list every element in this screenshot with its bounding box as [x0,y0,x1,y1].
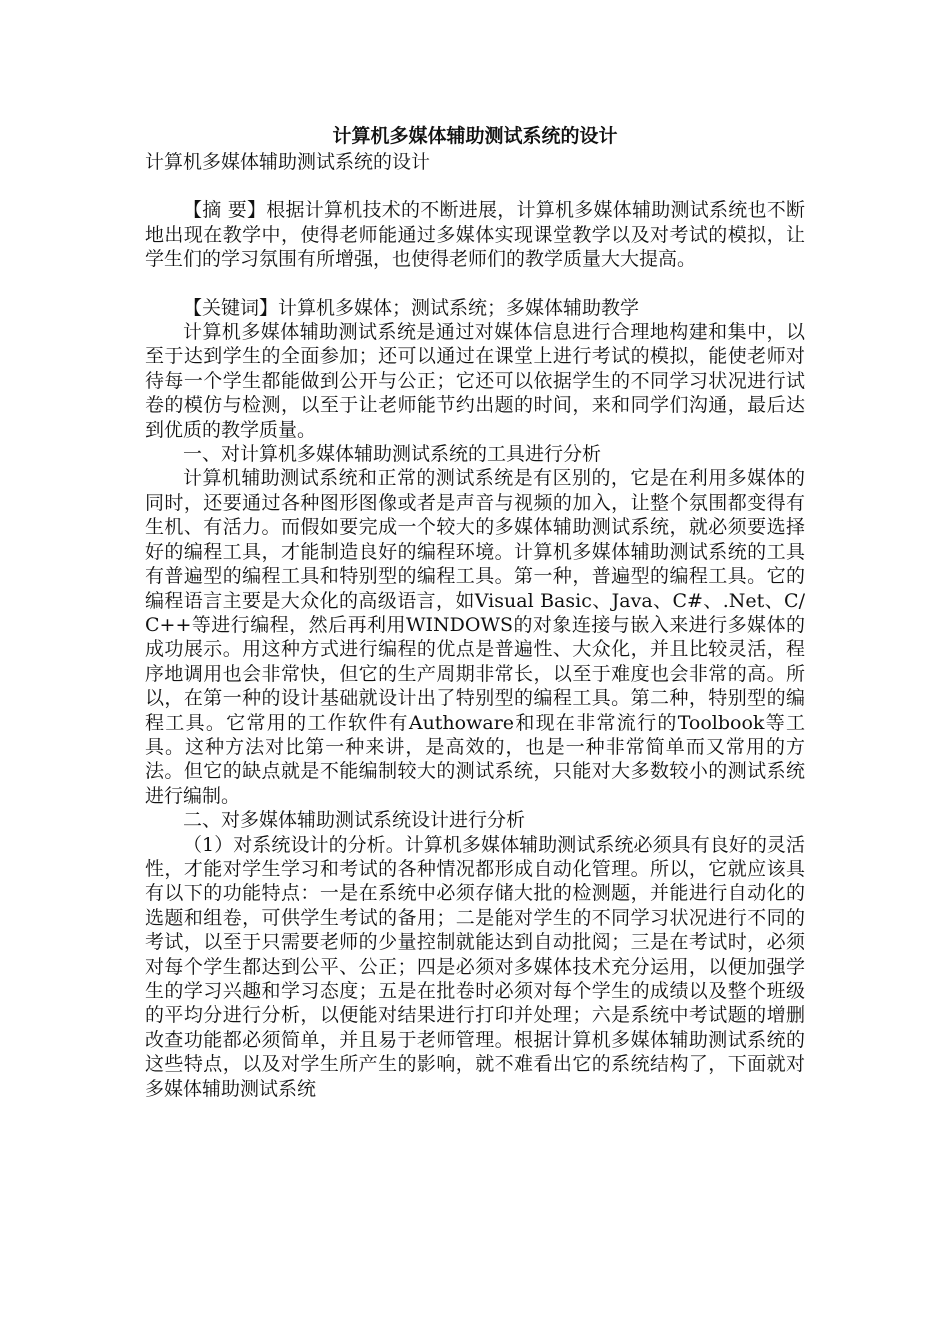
abstract-paragraph: 【摘 要】根据计算机技术的不断进展，计算机多媒体辅助测试系统也不断地出现在教学中，使得老师能通过多媒体实现课堂教学以及对考试的模拟，让学生们的学习氛围有所增强，也使得老师们的教学质量大大提高。 [145,199,805,271]
body-paragraph: 计算机多媒体辅助测试系统是通过对媒体信息进行合理地构建和集中，以至于达到学生的全面参加；还可以通过在课堂上进行考试的模拟，能使老师对待每一个学生都能做到公开与公正；它还可以依据学生的不同学习状况进行试卷的模仿与检测，以至于让老师能节约出题的时间，来和同学们沟通，最后达到优质的教学质量。 [145,321,805,441]
body-paragraph: 计算机辅助测试系统和正常的测试系统是有区别的，它是在利用多媒体的同时，还要通过各种图形图像或者是声音与视频的加入，让整个氛围都变得有生机、有活力。而假如要完成一个较大的多媒体辅助测试系统，就必须要选择好的编程工具，才能制造良好的编程环境。计算机多媒体辅助测试系统的工具有普遍型的编程工具和特别型的编程工具。第一种，普遍型的编程工具。它的编程语言主要是大众化的高级语言，如Visual Basic、Java、C#、.Net、C/C++等进行编程，然后再利用WINDOWS的对象连接与嵌入来进行多媒体的成功展示。用这种方式进行编程的优点是普遍性、大众化，并且比较灵活，程序地调用也会非常快，但它的生产周期非常长，以至于难度也会非常的高。所以，在第一种的设计基础就设计出了特别型的编程工具。第二种，特别型的编程工具。它常用的工作软件有Authoware和现在非常流行的Toolbook等工具。这种方法对比第一种来讲，是高效的，也是一种非常简单而又常用的方法。但它的缺点就是不能编制较大的测试系统，只能对大多数较小的测试系统进行编制。 [145,467,805,807]
body-paragraph: （1）对系统设计的分析。计算机多媒体辅助测试系统必须具有良好的灵活性，才能对学生学习和考试的各种情况都形成自动化管理。所以，它就应该具有以下的功能特点：一是在系统中必须存储大批的检测题，并能进行自动化的选题和组卷，可供学生考试的备用；二是能对学生的不同学习状况进行不同的考试，以至于只需要老师的少量控制就能达到自动批阅；三是在考试时，必须对每个学生都达到公平、公正；四是必须对多媒体技术充分运用，以便加强学生的学习兴趣和学习态度；五是在批卷时必须对每个学生的成绩以及整个班级的平均分进行分析，以便能对结果进行打印并处理；六是系统中考试题的增删改查功能都必须简单，并且易于老师管理。根据计算机多媒体辅助测试系统的这些特点，以及对学生所产生的影响，就不难看出它的系统结构了，下面就对多媒体辅助测试系统 [145,833,805,1100]
section-heading-2: 二、对多媒体辅助测试系统设计进行分析 [183,809,526,832]
document-body [145,150,805,1101]
document-title: 计算机多媒体辅助测试系统的设计 [332,125,618,147]
document-subtitle: 计算机多媒体辅助测试系统的设计 [145,151,431,173]
keywords-paragraph: 【关键词】计算机多媒体；测试系统；多媒体辅助教学 [183,296,640,319]
section-heading-1: 一、对计算机多媒体辅助测试系统的工具进行分析 [183,443,602,466]
